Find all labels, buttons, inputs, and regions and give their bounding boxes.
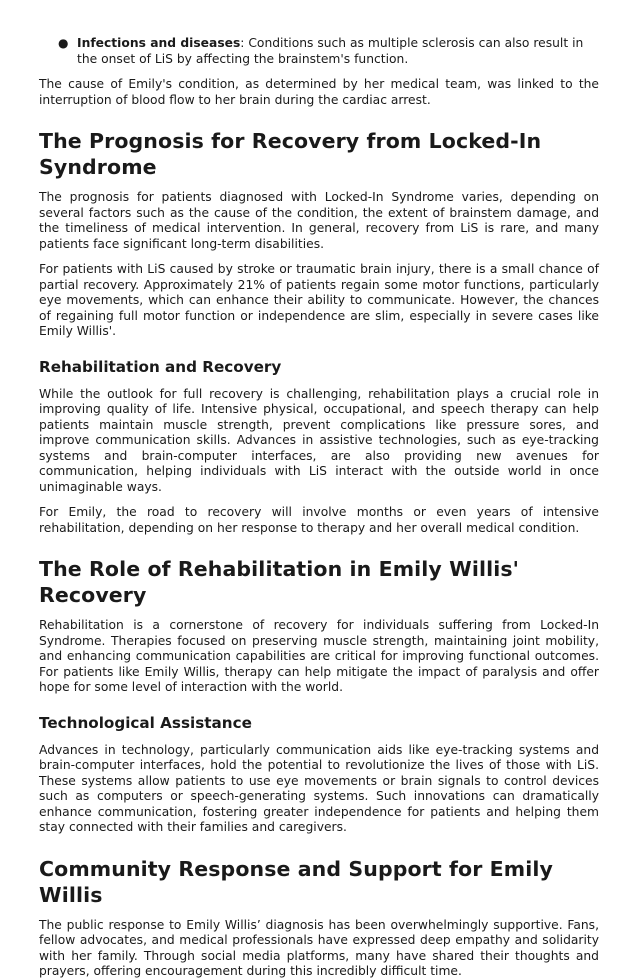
prognosis-heading: The Prognosis for Recovery from Locked-In Syndrome bbox=[39, 129, 542, 179]
rehab-role-heading: The Role of Rehabilitation in Emily Willis' Recovery bbox=[39, 557, 520, 607]
cause-list bbox=[39, 36, 599, 67]
community-paragraph: The public response to Emily Willis’ diagnosis has been overwhelmingly supportive. Fans, fellow advocates, and medical professionals have expressed deep empathy and solidarity with her family. Through social media platforms, many have shared their thoughts and prayers, offering encouragement during this incredibly difficult time. bbox=[39, 917, 599, 978]
bullet-icon: ● bbox=[58, 36, 69, 50]
technology-paragraph: Advances in technology, particularly communication aids like eye-tracking systems and brain-computer interfaces, hold the potential to revolutionize the lives of those with LiS. These systems allow patients to use eye movements or brain signals to control devices such as computers or speech-generating systems. Such innovations can dramatically enhance communication, fostering greater independence for patients and helping them stay connected with their families and caregivers. bbox=[39, 742, 599, 834]
community-heading: Community Response and Support for Emily Willis bbox=[39, 856, 553, 907]
prognosis-paragraph-2: For patients with LiS caused by stroke or traumatic brain injury, there is a small chance of partial recovery. Approximately 21% of patients regain some motor functions, particularly eye movements, which can enhance their ability to communicate. However, the chances of regaining full motor function or independence are slim, especially in severe cases like Emily Willis'. bbox=[39, 262, 599, 338]
emily-recovery-paragraph: For Emily, the road to recovery will involve months or even years of intensive rehabilitation, depending on her response to therapy and her overall medical condition. bbox=[39, 505, 599, 535]
intro-paragraph: The cause of Emily's condition, as determined by her medical team, was linked to the interruption of blood flow to her brain during the cardiac arrest. bbox=[39, 77, 599, 107]
list-item bbox=[58, 36, 599, 67]
list-item-text: : Conditions such as multiple sclerosis can also result in the onset of LiS by affecting the brainstem's function. bbox=[77, 36, 584, 66]
rehabilitation-paragraph: While the outlook for full recovery is challenging, rehabilitation plays a crucial role in improving quality of life. Intensive physical, occupational, and speech therapy can help patients maintain muscle strength, prevent complications like pressure sores, and improve communication skills. Advances in assistive technologies, such as eye-tracking systems and brain-computer interfaces, are also providing new avenues for communication, helping individuals with LiS interact with the outside world in once unimaginable ways. bbox=[39, 386, 599, 494]
rehabilitation-subheading: Rehabilitation and Recovery bbox=[39, 357, 282, 376]
list-item-title: Infections and diseases bbox=[77, 36, 241, 50]
technology-subheading: Technological Assistance bbox=[39, 713, 252, 732]
prognosis-paragraph-1: The prognosis for patients diagnosed with Locked-In Syndrome varies, depending on several factors such as the cause of the condition, the extent of brainstem damage, and the timeliness of medical intervention. In general, recovery from LiS is rare, and many patients face significant long-term disabilities. bbox=[39, 190, 599, 251]
rehab-role-paragraph: Rehabilitation is a cornerstone of recovery for individuals suffering from Locked-In Syndrome. Therapies focused on preserving muscle strength, maintaining joint mobility, and enhancing communication capabilities are critical for improving functional outcomes. For patients like Emily Willis, therapy can help mitigate the impact of paralysis and offer hope for some level of interaction with the world. bbox=[39, 618, 599, 694]
